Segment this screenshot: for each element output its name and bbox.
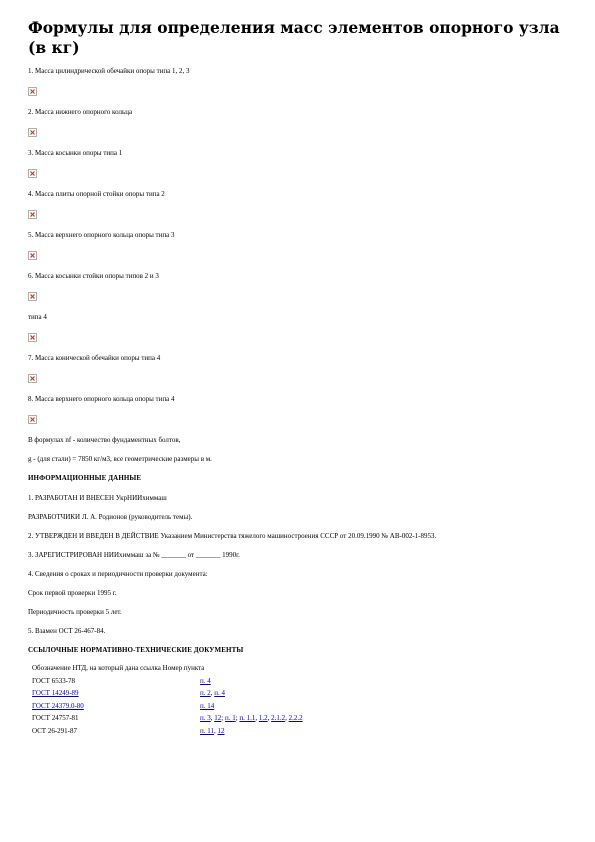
- broken-image-icon: [28, 169, 37, 178]
- info-heading: ИНФОРМАЦИОННЫЕ ДАННЫЕ: [28, 474, 142, 482]
- ref-item-link[interactable]: п. 1: [224, 714, 236, 722]
- formula-label-6b: типа 4: [28, 313, 47, 321]
- broken-image-icon: [28, 128, 37, 137]
- broken-image-icon: [28, 374, 37, 383]
- ref-item-link[interactable]: 12: [217, 726, 225, 735]
- ref-item-link[interactable]: 12: [214, 714, 222, 722]
- refs-table: [32, 664, 303, 739]
- info-replaces: 5. Взамен ОСТ 26-467-84.: [28, 627, 106, 635]
- broken-image-icon: [28, 87, 37, 96]
- ref-item-link[interactable]: п. 11: [200, 726, 214, 735]
- info-registered: 3. ЗАРЕГИСТРИРОВАН НИИхиммаш за № _______ от _______ 1990г.: [28, 551, 240, 559]
- refs-col1-header: Обозначение НТД, на который дана ссылка: [32, 664, 161, 672]
- formula-label-8: 8. Масса верхнего опорного кольца опоры типа 4: [28, 395, 175, 403]
- table-row: [32, 702, 303, 715]
- info-approved: 2. УТВЕРЖДЕН И ВВЕДЕН В ДЕЙСТВИЕ Указанием Министерства тяжелого машиностроения СССР от 20.09.1990 № АВ-002-1-8953.: [28, 532, 437, 540]
- broken-image-icon: [28, 210, 37, 219]
- ref-item-link[interactable]: п. 14: [200, 701, 215, 710]
- ref-doc: ГОСТ 24757-81: [32, 714, 79, 722]
- table-header: [32, 664, 303, 677]
- refs-heading: ССЫЛОЧНЫЕ НОРМАТИВНО-ТЕХНИЧЕСКИЕ ДОКУМЕНТЫ: [28, 646, 244, 654]
- ref-item-link[interactable]: 2.1.2: [271, 714, 286, 722]
- ref-doc: ОСТ 26-291-87: [32, 726, 77, 735]
- formula-label-7: 7. Масса конической обечайки опоры типа 4: [28, 354, 161, 362]
- ref-item-link[interactable]: п. 1.1: [239, 714, 256, 722]
- table-row: [32, 677, 303, 690]
- note-bolts: В формулах nf - количество фундаментных болтов,: [28, 436, 181, 444]
- broken-image-icon: [28, 333, 37, 342]
- info-periodicity: Периодичность проверки 5 лет.: [28, 608, 122, 616]
- ref-item-link[interactable]: 1.2: [258, 714, 268, 722]
- ref-item-link[interactable]: п. 2: [200, 689, 211, 697]
- note-density: g - (для стали) = 7850 кг/м3, все геометрические размеры в м.: [28, 455, 212, 463]
- info-developed: 1. РАЗРАБОТАН И ВНЕСЕН УкрНИИхиммаш: [28, 494, 167, 502]
- info-first-review: Срок первой проверки 1995 г.: [28, 589, 117, 597]
- table-row: ОСТ 26-291-87 п. 11, 12: [32, 726, 225, 735]
- ref-doc-link[interactable]: ГОСТ 24379.0-80: [32, 701, 84, 710]
- table-row: ГОСТ 14249-89 п. 2, п. 4: [32, 689, 225, 697]
- ref-doc-link[interactable]: ГОСТ 14249-89: [32, 689, 79, 697]
- formula-label-1: 1. Масса цилиндрической обечайки опоры типа 1, 2, 3: [28, 67, 190, 75]
- document-page: [28, 18, 576, 739]
- info-review-header: 4. Сведения о сроках и периодичности проверки документа:: [28, 570, 208, 578]
- table-header-row: [32, 664, 303, 677]
- broken-image-icon: [28, 251, 37, 260]
- formula-label-2: 2. Масса нижнего опорного кольца: [28, 108, 133, 116]
- table-row: ГОСТ 24757-81 п. 3, 12; п. 1; п. 1.1, 1.2, 2.1.2, 2.2.2: [32, 714, 303, 722]
- ref-item-link[interactable]: 2.2.2: [288, 714, 303, 722]
- info-developers: РАЗРАБОТЧИКИ Л. А. Родионов (руководитель темы).: [28, 513, 193, 521]
- formula-label-6: 6. Масса косынки стойки опоры типов 2 и 3: [28, 272, 159, 280]
- formula-label-4: 4. Масса плиты опорной стойки опоры типа 2: [28, 190, 165, 198]
- ref-item-link[interactable]: п. 4: [214, 689, 225, 697]
- broken-image-icon: [28, 292, 37, 301]
- ref-doc: ГОСТ 6533-78: [32, 676, 76, 685]
- formula-label-5: 5. Масса верхнего опорного кольца опоры типа 3: [28, 231, 175, 239]
- ref-item-link[interactable]: п. 3: [200, 714, 211, 722]
- broken-image-icon: [28, 415, 37, 424]
- refs-col2-header: Номер пункта: [162, 664, 205, 672]
- formula-label-3: 3. Масса косынки опоры типа 1: [28, 149, 123, 157]
- ref-item-link[interactable]: п. 4: [200, 676, 211, 685]
- page-title: Формулы для определения масс элементов опорного узла (в кг): [28, 18, 560, 57]
